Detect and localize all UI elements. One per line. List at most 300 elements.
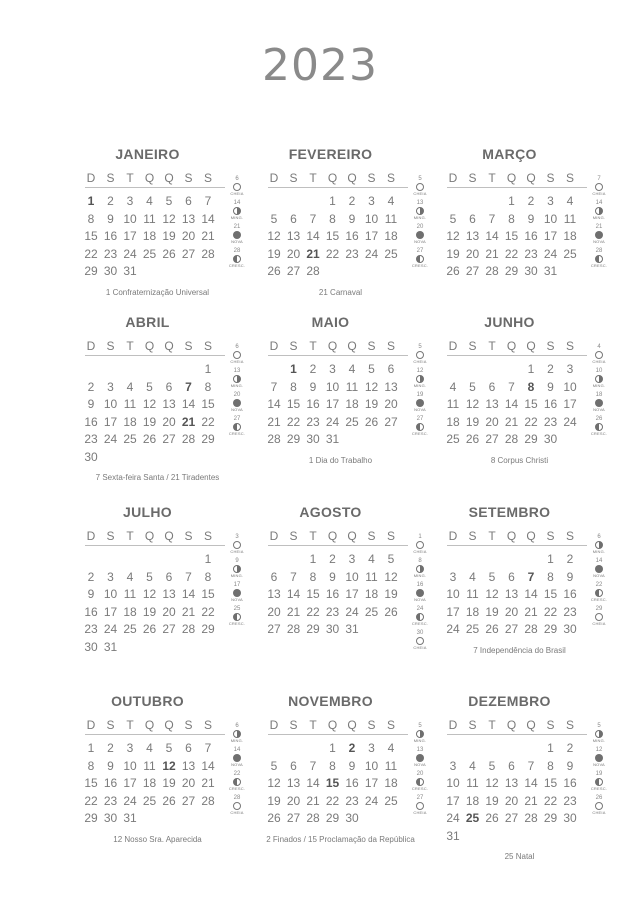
day-cell: 3 [107, 379, 114, 394]
day-cell: 24 [364, 246, 379, 261]
holiday-note: 21 Carnaval [318, 287, 363, 297]
day-cell: 6 [290, 211, 297, 226]
day-cell: 7 [204, 194, 212, 208]
month-setembro [447, 504, 607, 674]
day-cell: 16 [345, 776, 359, 790]
day-cell: 4 [449, 379, 457, 394]
wane-moon-icon [233, 207, 241, 215]
day-cell: 15 [325, 229, 340, 243]
day-cell: 4 [387, 194, 395, 208]
moon-phase [589, 558, 609, 579]
wax-moon-icon [416, 423, 424, 431]
day-cell: 28 [306, 811, 320, 825]
day-cell: 23 [524, 246, 538, 261]
day-cell: 13 [504, 776, 519, 790]
moon-phase [589, 200, 609, 221]
day-cell: 11 [143, 211, 156, 226]
day-cell: 10 [123, 211, 137, 226]
month-title: OUTUBRO [111, 693, 184, 709]
day-cell: 22 [543, 793, 558, 808]
day-cell: 11 [466, 587, 479, 601]
moon-phase [227, 368, 247, 389]
header-divider [85, 187, 225, 188]
day-cell: 4 [469, 758, 476, 773]
day-cell: 24 [563, 414, 577, 429]
day-cell: 18 [446, 414, 460, 429]
moon-label: MING. [230, 383, 244, 388]
month-dezembro [447, 693, 607, 863]
day-cell: 24 [103, 622, 118, 636]
day-cell: 2 [527, 194, 535, 208]
day-cell: 9 [87, 397, 95, 411]
weekday-label: S [565, 529, 574, 543]
day-cell: 27 [286, 264, 301, 278]
day-cell: 30 [563, 622, 577, 636]
day-cell: 16 [103, 776, 118, 790]
day-cell: 28 [504, 432, 519, 446]
day-cell: 2 [87, 569, 95, 584]
weekday-label: T [488, 171, 496, 185]
day-cell: 1 [527, 362, 535, 376]
moon-day: 4 [597, 344, 601, 350]
day-cell: 1 [329, 194, 336, 208]
day-cell: 29 [286, 432, 301, 446]
day-cell: 16 [306, 397, 320, 411]
day-cell: 30 [84, 639, 98, 654]
holiday-day: 15 [325, 776, 340, 790]
day-cell: 14 [181, 587, 196, 601]
moon-label: CRESC. [590, 597, 608, 602]
moon-day: 14 [233, 747, 241, 753]
moon-label: NOVA [231, 762, 243, 767]
full-moon-icon [416, 802, 424, 810]
day-cell: 27 [485, 432, 499, 446]
weekday-label: S [184, 339, 193, 353]
moon-day: 27 [416, 795, 424, 801]
day-cell: 15 [543, 587, 558, 601]
header-divider [268, 545, 408, 546]
moon-day: 6 [597, 534, 601, 540]
day-cell: 29 [201, 622, 215, 636]
weekday-label: S [546, 171, 555, 185]
day-cell: 11 [563, 211, 577, 226]
day-cell: 20 [504, 793, 519, 808]
day-cell: 4 [566, 194, 574, 208]
weekday-label: Q [347, 339, 357, 353]
weekday-header [268, 718, 408, 732]
header-divider [447, 355, 587, 356]
moon-day: 12 [595, 747, 603, 753]
day-cell: 4 [146, 741, 153, 755]
moon-phase [410, 176, 430, 197]
day-cell: 20 [485, 414, 499, 429]
day-cell: 7 [270, 379, 278, 394]
moon-phase [410, 392, 430, 413]
weekday-label: T [309, 171, 317, 185]
wane-moon-icon [416, 565, 424, 573]
day-cell: 15 [84, 776, 98, 790]
day-cell: 13 [465, 229, 480, 243]
day-cell: 2 [107, 194, 114, 208]
day-cell: 12 [267, 229, 281, 243]
day-cell: 6 [185, 194, 192, 208]
day-cell: 12 [465, 397, 480, 411]
weekday-label: S [367, 171, 376, 185]
moon-phase [589, 224, 609, 245]
moon-day: 28 [595, 248, 603, 254]
day-cell: 29 [543, 811, 558, 825]
moon-label: CHEIA [230, 191, 244, 196]
day-cell: 10 [543, 211, 558, 226]
day-cell: 1 [204, 552, 212, 566]
day-cell: 1 [508, 194, 515, 208]
wax-moon-icon [416, 255, 424, 263]
day-cell: 26 [465, 432, 480, 446]
moon-label: NOVA [414, 597, 426, 602]
day-cell: 4 [469, 569, 476, 584]
day-cell: 1 [547, 552, 554, 566]
day-cell: 23 [84, 432, 98, 446]
day-cell: 3 [449, 569, 457, 584]
day-cell: 14 [524, 587, 538, 601]
day-cell: 2 [547, 362, 554, 376]
day-cell: 9 [329, 569, 336, 584]
weekday-label: S [289, 529, 298, 543]
moon-phase [410, 723, 430, 744]
day-cell: 31 [543, 264, 558, 278]
day-cell: 19 [142, 604, 157, 619]
moon-day: 6 [235, 723, 239, 729]
wax-moon-icon [595, 778, 603, 786]
moon-phase [410, 344, 430, 365]
new-moon-icon [595, 754, 603, 762]
weekday-label: S [106, 718, 115, 732]
moon-label: NOVA [593, 573, 605, 578]
moon-label: MING. [230, 738, 244, 743]
moon-label: MING. [592, 738, 606, 743]
moon-day: 20 [233, 392, 241, 398]
day-cell: 14 [201, 211, 215, 226]
weekday-label: Q [506, 718, 517, 732]
weekday-label: D [448, 529, 458, 543]
holiday-day: 12 [162, 758, 176, 773]
day-cell: 17 [446, 793, 460, 808]
day-cell: 31 [325, 432, 340, 446]
day-cell: 31 [345, 622, 359, 636]
month-maio [268, 314, 428, 484]
weekday-label: S [203, 718, 212, 732]
moon-phase [410, 200, 430, 221]
header-divider [447, 734, 587, 735]
day-cell: 16 [84, 604, 98, 619]
day-cell: 13 [286, 229, 301, 243]
month-agosto [268, 504, 428, 674]
day-cell: 26 [485, 811, 499, 825]
day-cell: 31 [123, 811, 137, 825]
day-cell: 9 [107, 211, 114, 226]
moon-day: 10 [595, 368, 603, 374]
day-cell: 5 [270, 211, 278, 226]
day-cell: 15 [201, 397, 215, 411]
day-cell: 27 [286, 811, 301, 825]
holiday-day: 1 [290, 362, 297, 376]
day-cell: 22 [84, 246, 98, 261]
day-cell: 22 [325, 246, 340, 261]
weekday-header [268, 529, 408, 543]
month-title: JANEIRO [115, 146, 180, 162]
day-cell: 26 [485, 622, 499, 636]
day-cell: 16 [325, 587, 340, 601]
day-cell: 30 [103, 264, 118, 278]
header-divider [85, 734, 225, 735]
weekday-label: Q [347, 171, 357, 185]
weekday-label: Q [327, 171, 338, 185]
day-cell: 9 [348, 211, 356, 226]
day-cell: 27 [181, 793, 196, 808]
holiday-note: 25 Natal [504, 852, 535, 861]
wane-moon-icon [416, 207, 424, 215]
moon-phase [589, 582, 609, 603]
moon-phase [227, 582, 247, 603]
day-cell: 24 [345, 604, 359, 619]
moon-label: CHEIA [413, 191, 427, 196]
full-moon-icon [595, 351, 603, 359]
day-cell: 7 [508, 379, 515, 394]
weekday-label: Q [327, 718, 338, 732]
day-cell: 13 [181, 758, 196, 773]
day-cell: 25 [123, 622, 137, 636]
weekday-label: Q [506, 339, 517, 353]
weekday-header [447, 171, 587, 185]
month-title: MAIO [311, 314, 350, 330]
day-cell: 18 [384, 229, 398, 243]
moon-label: NOVA [414, 239, 426, 244]
moon-phase [227, 392, 247, 413]
month-julho [85, 504, 245, 674]
weekday-label: D [86, 339, 96, 353]
weekday-label: T [309, 529, 317, 543]
day-cell: 22 [201, 414, 215, 429]
day-cell: 30 [306, 432, 320, 446]
day-cell: 21 [201, 776, 215, 790]
day-cell: 11 [123, 587, 137, 601]
moon-phase [410, 630, 430, 651]
day-cell: 8 [329, 758, 336, 773]
holiday-note: 7 Independência do Brasil [473, 645, 566, 655]
full-moon-icon [233, 541, 241, 549]
wax-moon-icon [233, 255, 241, 263]
day-cell: 31 [446, 828, 460, 843]
moon-label: CRESC. [228, 431, 246, 436]
day-cell: 3 [449, 758, 457, 773]
weekday-label: S [289, 718, 298, 732]
moon-day: 24 [416, 606, 424, 612]
weekday-label: S [289, 339, 298, 353]
holiday-day: 7 [527, 569, 535, 584]
day-cell: 20 [504, 604, 519, 619]
weekday-label: D [86, 718, 96, 732]
day-cell: 3 [126, 194, 134, 208]
moon-label: CHEIA [413, 549, 427, 554]
moon-day: 20 [416, 771, 424, 777]
day-cell: 17 [446, 604, 460, 619]
moon-label: CRESC. [411, 431, 429, 436]
moon-day: 13 [416, 747, 424, 753]
moon-phase [410, 771, 430, 792]
day-cell: 14 [306, 776, 320, 790]
day-cell: 14 [181, 397, 196, 411]
day-cell: 31 [103, 639, 118, 654]
day-cell: 9 [309, 379, 317, 394]
moon-day: 18 [595, 392, 603, 398]
day-cell: 23 [306, 414, 320, 429]
day-cell: 16 [563, 587, 577, 601]
moon-label: MING. [592, 383, 606, 388]
day-cell: 28 [524, 622, 538, 636]
weekday-header [85, 339, 225, 353]
day-cell: 16 [345, 229, 359, 243]
weekday-label: S [367, 339, 376, 353]
moon-day: 29 [595, 606, 603, 612]
day-cell: 19 [485, 793, 499, 808]
moon-day: 28 [233, 795, 241, 801]
day-cell: 2 [309, 362, 317, 376]
full-moon-icon [416, 351, 424, 359]
moon-label: MING. [230, 573, 244, 578]
day-cell: 20 [286, 246, 301, 261]
weekday-header [268, 171, 408, 185]
day-cell: 30 [103, 811, 118, 825]
day-cell: 22 [286, 414, 301, 429]
day-cell: 17 [325, 397, 340, 411]
weekday-label: D [269, 718, 279, 732]
day-cell: 27 [162, 432, 176, 446]
weekday-label: S [184, 718, 193, 732]
weekday-label: S [565, 718, 574, 732]
day-cell: 20 [465, 246, 480, 261]
day-cell: 3 [368, 741, 375, 755]
moon-label: MING. [413, 573, 427, 578]
weekday-label: Q [526, 529, 536, 543]
moon-phase [227, 224, 247, 245]
day-cell: 26 [142, 622, 157, 636]
weekday-label: Q [144, 529, 155, 543]
moon-label: MING. [592, 215, 606, 220]
day-cell: 15 [543, 776, 558, 790]
moon-label: CHEIA [413, 810, 427, 815]
weekday-label: S [386, 339, 395, 353]
weekday-header [85, 529, 225, 543]
day-cell: 30 [84, 449, 98, 464]
weekday-label: T [488, 529, 496, 543]
weekday-label: S [386, 718, 395, 732]
day-cell: 5 [165, 741, 173, 755]
new-moon-icon [416, 589, 424, 597]
wane-moon-icon [595, 730, 603, 738]
day-cell: 10 [325, 379, 340, 394]
day-cell: 30 [563, 811, 577, 825]
day-cell: 20 [162, 414, 176, 429]
day-cell: 20 [267, 604, 281, 619]
day-cell: 27 [384, 414, 398, 429]
full-moon-icon [416, 183, 424, 191]
new-moon-icon [595, 231, 603, 239]
day-cell: 23 [84, 622, 98, 636]
day-cell: 19 [162, 229, 176, 243]
day-cell: 8 [309, 569, 317, 584]
day-cell: 3 [329, 362, 336, 376]
weekday-label: S [546, 339, 555, 353]
day-cell: 25 [123, 432, 137, 446]
weekday-label: S [546, 718, 555, 732]
day-cell: 10 [345, 569, 359, 584]
day-cell: 19 [465, 414, 480, 429]
day-cell: 6 [185, 741, 192, 755]
day-cell: 21 [181, 604, 196, 619]
header-divider [85, 355, 225, 356]
moon-day: 21 [233, 224, 241, 230]
day-cell: 16 [84, 414, 98, 429]
day-cell: 3 [348, 552, 356, 566]
moon-label: CHEIA [230, 359, 244, 364]
day-cell: 22 [504, 246, 519, 261]
day-cell: 26 [267, 264, 281, 278]
day-cell: 5 [488, 758, 496, 773]
day-cell: 16 [563, 776, 577, 790]
weekday-header [447, 718, 587, 732]
moon-day: 14 [233, 200, 241, 206]
day-cell: 26 [446, 264, 460, 278]
day-cell: 17 [123, 776, 137, 790]
moon-phase [227, 416, 247, 437]
day-cell: 14 [267, 397, 281, 411]
weekday-label: S [386, 529, 395, 543]
new-moon-icon [233, 231, 241, 239]
day-cell: 3 [547, 194, 554, 208]
moon-day: 19 [595, 771, 603, 777]
day-cell: 7 [204, 741, 212, 755]
day-cell: 13 [504, 587, 519, 601]
moon-day: 7 [597, 176, 601, 182]
day-cell: 18 [465, 793, 480, 808]
day-cell: 26 [162, 793, 176, 808]
day-cell: 30 [325, 622, 340, 636]
header-divider [447, 187, 587, 188]
day-cell: 20 [286, 793, 301, 808]
moon-phase [589, 723, 609, 744]
day-cell: 7 [488, 211, 496, 226]
weekday-label: T [309, 339, 317, 353]
moon-phase [227, 558, 247, 579]
day-cell: 19 [142, 414, 157, 429]
day-cell: 15 [504, 229, 519, 243]
day-cell: 25 [384, 793, 398, 808]
wax-moon-icon [595, 589, 603, 597]
weekday-label: Q [347, 529, 357, 543]
full-moon-icon [416, 541, 424, 549]
day-cell: 25 [465, 622, 480, 636]
wax-moon-icon [233, 778, 241, 786]
moon-phase [589, 795, 609, 816]
month-title: NOVEMBRO [288, 693, 373, 709]
day-cell: 5 [488, 569, 496, 584]
day-cell: 23 [563, 793, 577, 808]
day-cell: 21 [504, 414, 519, 429]
month-title: MARÇO [482, 146, 537, 162]
day-cell: 21 [306, 793, 320, 808]
day-cell: 2 [329, 552, 336, 566]
day-cell: 6 [165, 379, 173, 394]
